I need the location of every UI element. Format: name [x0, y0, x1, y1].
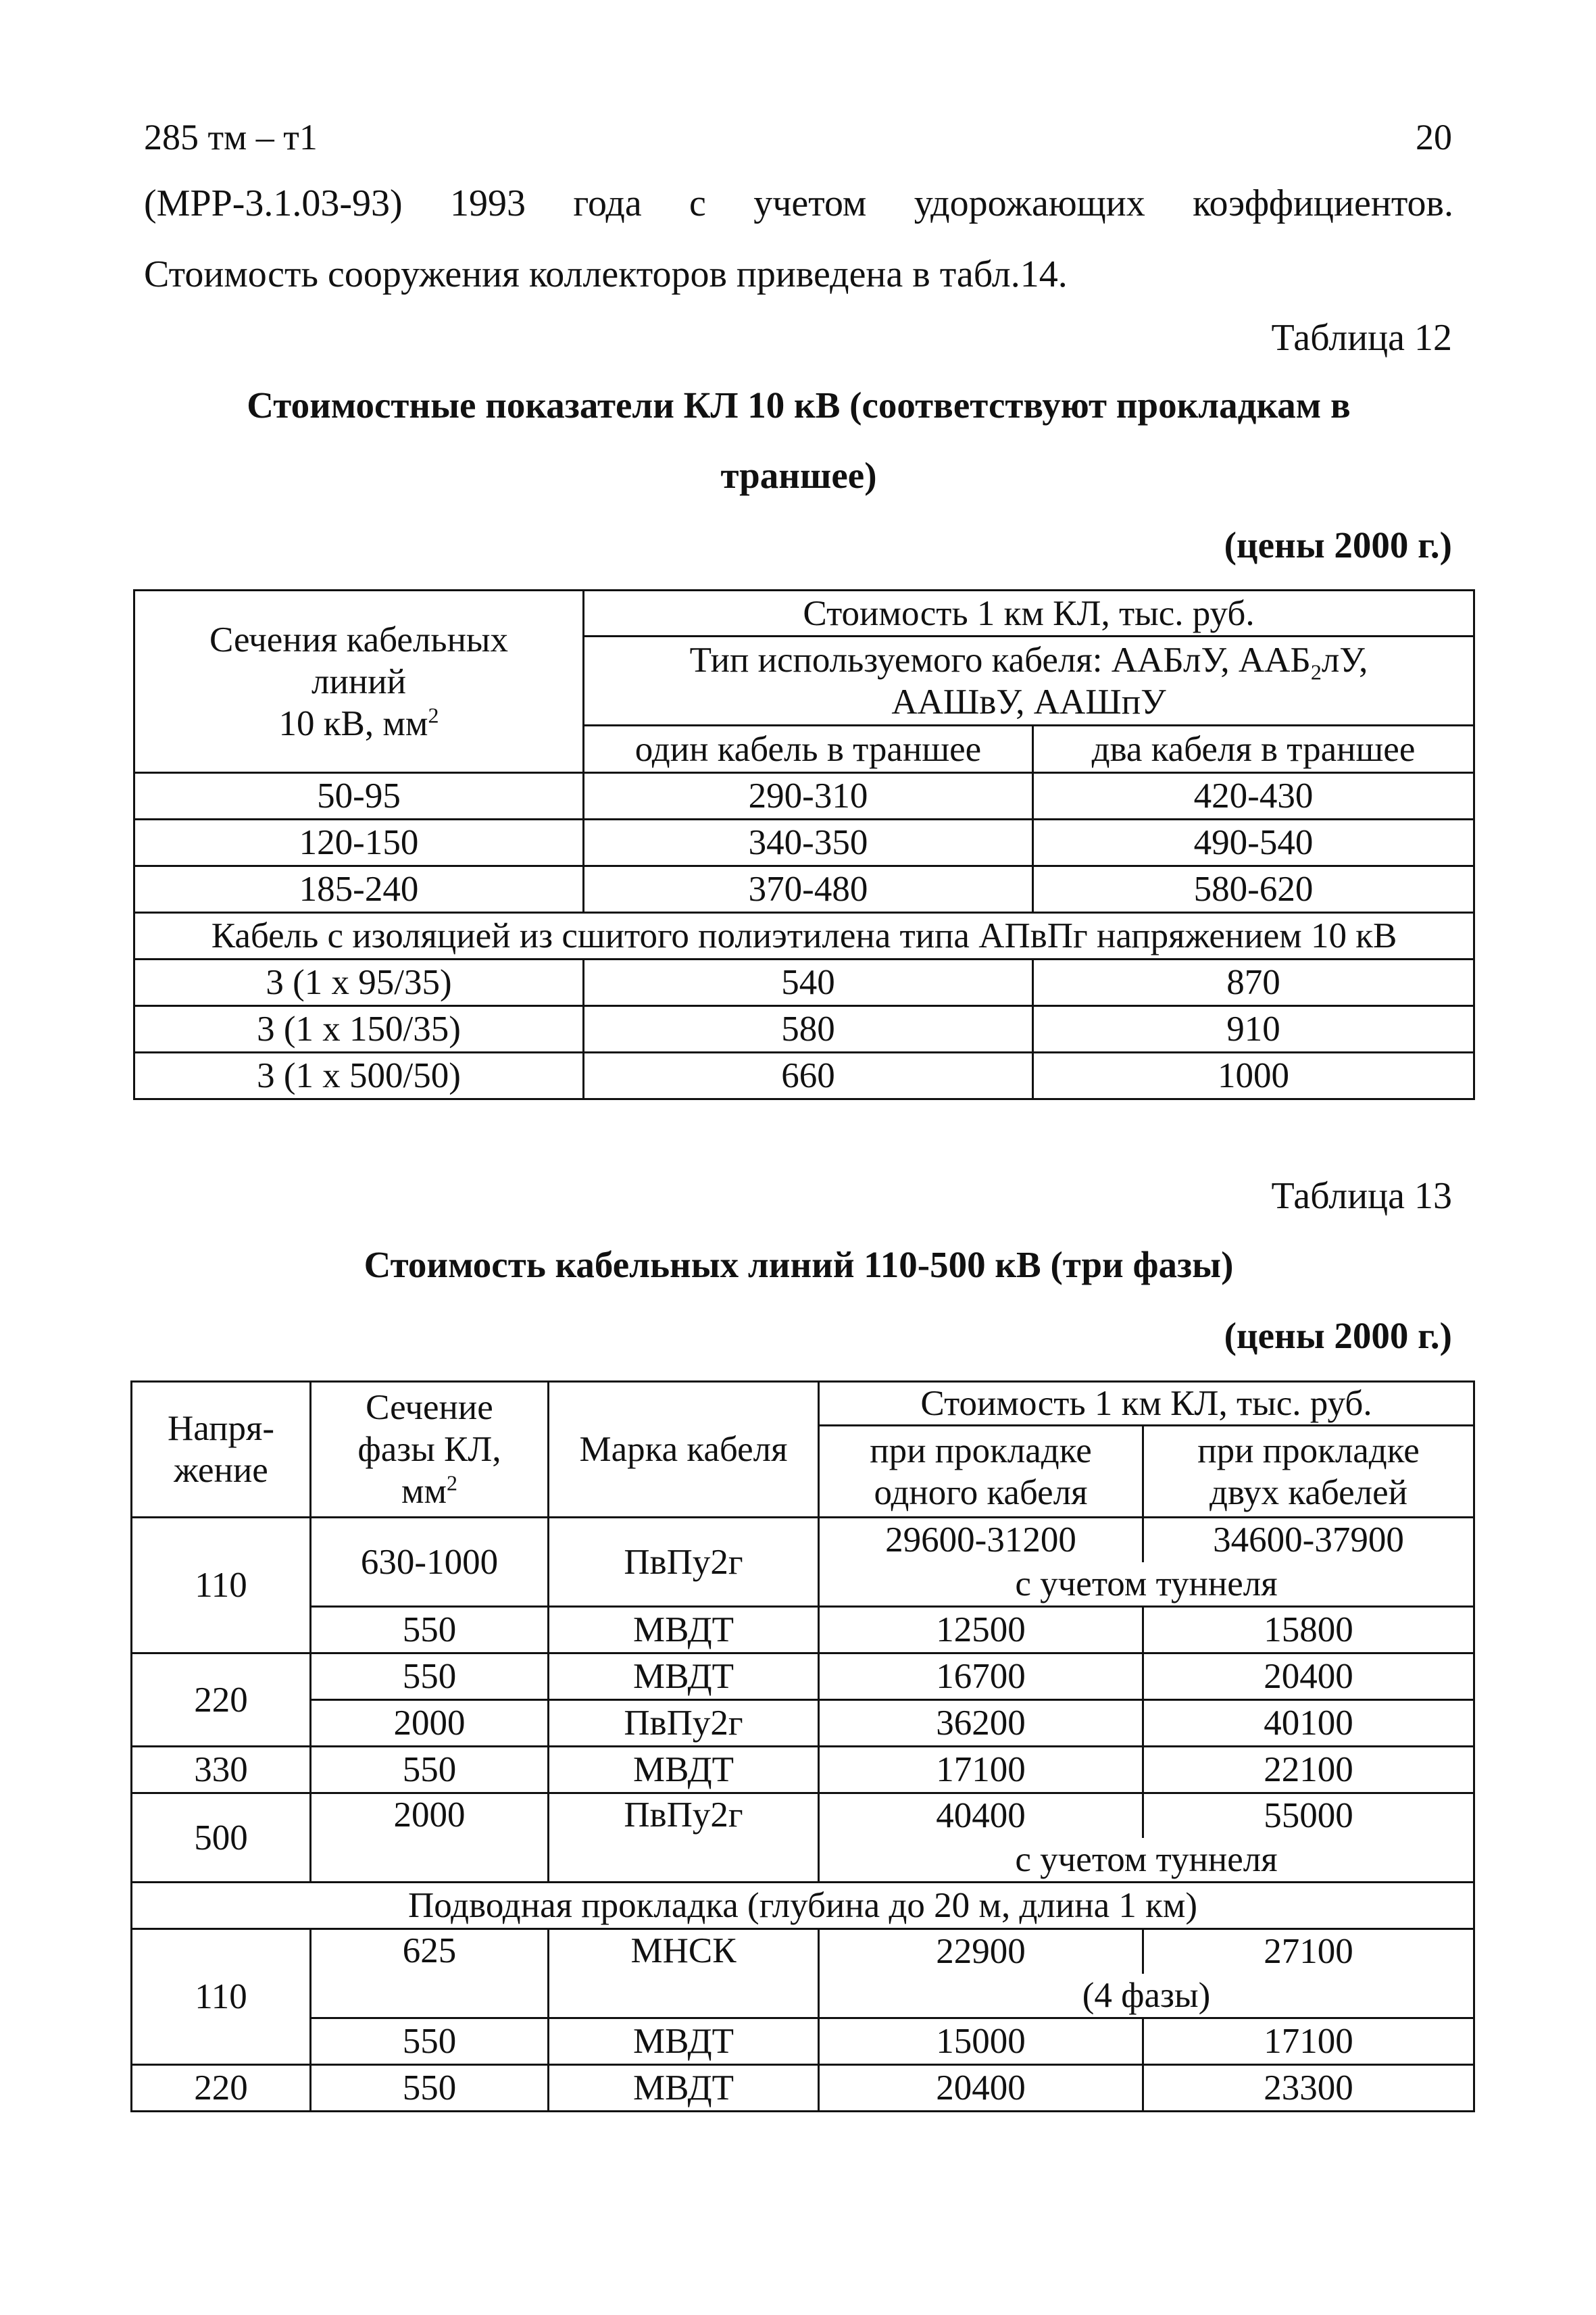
- table-row: 550 МВДТ 15000 17100: [132, 2018, 1474, 2065]
- table13-title: Стоимость кабельных линий 110-500 кВ (три фазы): [364, 1244, 1234, 1285]
- table12-section-header: Сечения кабельных линий 10 кВ, $мм^2$: [134, 591, 584, 773]
- intro-line-2: Стоимость сооружения коллекторов приведена в табл.14.: [144, 253, 1068, 295]
- table13-label: Таблица 13: [1271, 1175, 1452, 1217]
- table-row: 3 (1 х 95/35) 540 870: [134, 960, 1474, 1006]
- table13-prices-note: (цены 2000 г.): [1224, 1315, 1452, 1356]
- table-row: 220 550 МВДТ 16700 20400: [132, 1653, 1474, 1700]
- four-phases-note: (4 фазы): [819, 1974, 1474, 2018]
- table13-brand-header: Марка кабеля: [549, 1382, 819, 1518]
- table12-title-line1: Стоимостные показатели КЛ 10 кВ (соответствуют прокладкам в: [247, 384, 1351, 426]
- table12-cost-header: Стоимость 1 км КЛ, тыс. руб.: [584, 591, 1474, 637]
- voltage-110-underwater: 110: [132, 1929, 311, 2065]
- table13-one-cable-header: при прокладке одного кабеля: [819, 1426, 1143, 1518]
- table13-section-header: Сечение фазы КЛ, $мм^2$: [311, 1382, 549, 1518]
- table12-title-line2: траншее): [720, 455, 877, 496]
- table-row: 50-95 290-310 420-430: [134, 773, 1474, 820]
- table12-prices-note: (цены 2000 г.): [1224, 524, 1452, 566]
- table12-cable-type-header: Тип используемого кабеля: ААБлУ, $ААБ_2лУ$, ААШвУ, ААШпУ: [584, 637, 1474, 726]
- intro-line-1: (МРР-3.1.03-93) 1993 года с учетом удорожающих коэффициентов.: [144, 182, 1453, 224]
- table-row: 3 (1 х 500/50) 660 1000: [134, 1053, 1474, 1099]
- table-row: 550 МВДТ 12500 15800: [132, 1607, 1474, 1653]
- voltage-500: 500: [132, 1793, 311, 1883]
- underwater-heading: Подводная прокладка (глубина до 20 м, длина 1 км): [132, 1883, 1474, 1929]
- page-number: 20: [1416, 117, 1452, 157]
- voltage-220-underwater: 220: [132, 2065, 311, 2112]
- table13: [130, 1380, 1475, 2112]
- table-row: 3 (1 х 150/35) 580 910: [134, 1006, 1474, 1053]
- document-code: 285 тм – т1: [144, 117, 318, 157]
- table-row: 2000 ПвПу2г 36200 40100: [132, 1700, 1474, 1747]
- table12-two-cables-header: два кабеля в траншее: [1033, 726, 1474, 773]
- tunnel-note: с учетом туннеля: [819, 1562, 1474, 1607]
- table12-one-cable-header: один кабель в траншее: [584, 726, 1033, 773]
- table12: [133, 589, 1475, 1100]
- tunnel-note: с учетом туннеля: [819, 1838, 1474, 1883]
- table12-xlpe-heading: Кабель с изоляцией из сшитого полиэтилена типа АПвПг напряжением 10 кВ: [134, 913, 1474, 960]
- table-row: 110 625 МНСК 22900 27100: [132, 1929, 1474, 1974]
- voltage-220: 220: [132, 1653, 311, 1747]
- voltage-330: 330: [132, 1747, 311, 1793]
- table13-voltage-header: Напря- жение: [132, 1382, 311, 1518]
- table-row: 330 550 МВДТ 17100 22100: [132, 1747, 1474, 1793]
- table-row: 500 2000 ПвПу2г 40400 55000: [132, 1793, 1474, 1838]
- table-row: 220 550 МВДТ 20400 23300: [132, 2065, 1474, 2112]
- table12-label: Таблица 12: [1271, 317, 1452, 359]
- table13-two-cables-header: при прокладке двух кабелей: [1143, 1426, 1474, 1518]
- table13-cost-header: Стоимость 1 км КЛ, тыс. руб.: [819, 1382, 1474, 1426]
- voltage-110: 110: [132, 1518, 311, 1653]
- table-row: 120-150 340-350 490-540: [134, 820, 1474, 866]
- table-row: 185-240 370-480 580-620: [134, 866, 1474, 913]
- table-row: 110 630-1000 ПвПу2г 29600-31200 34600-37900: [132, 1518, 1474, 1562]
